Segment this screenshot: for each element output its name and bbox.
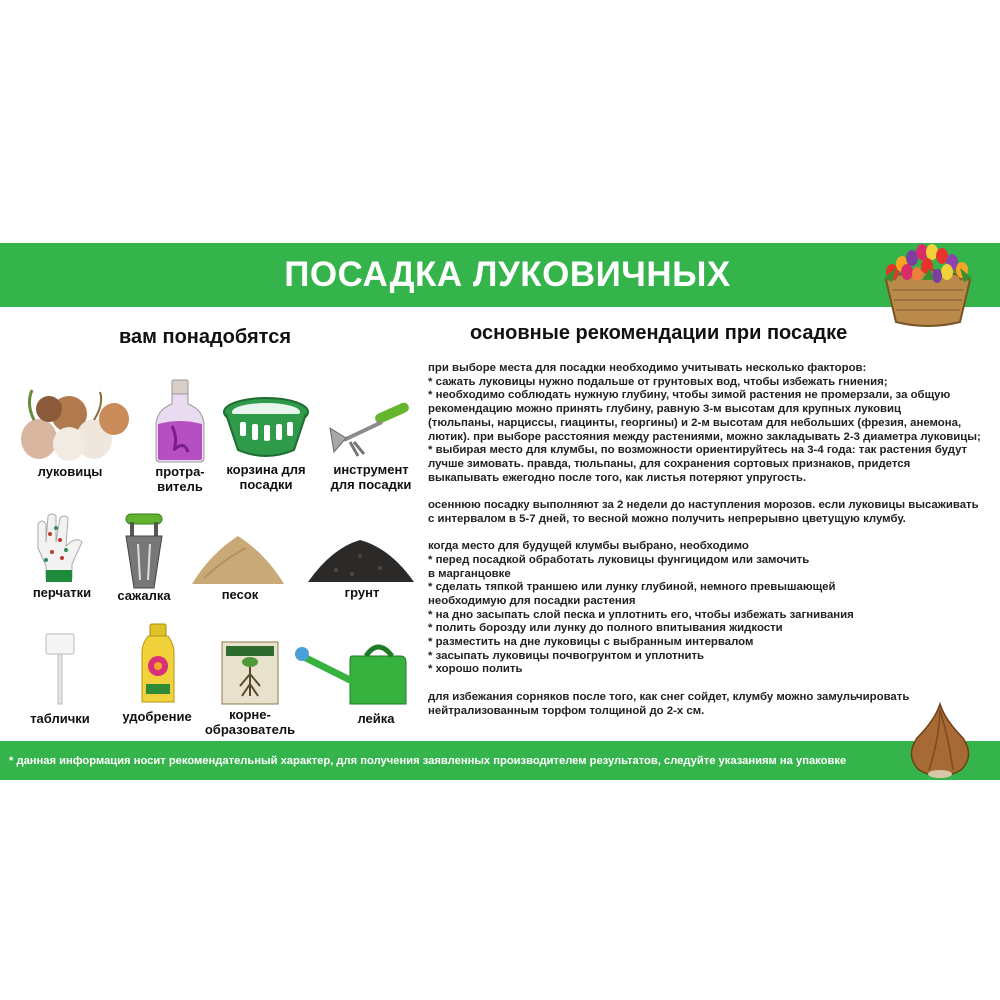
fertilizer-bottle-icon bbox=[138, 622, 178, 706]
recommendations-heading: основные рекомендации при посадке bbox=[470, 322, 848, 344]
tulip-basket-icon bbox=[872, 222, 984, 328]
item-label-planting-tool: инструмент для посадки bbox=[330, 462, 412, 492]
item-label-gloves: перчатки bbox=[32, 585, 92, 600]
item-label-disinfectant: протра- витель bbox=[155, 464, 205, 494]
item-label-soil: грунт bbox=[344, 585, 380, 600]
plant-tag-icon bbox=[40, 632, 80, 706]
page-title: ПОСАДКА ЛУКОВИЧНЫХ bbox=[284, 255, 731, 294]
disinfectant-bottle-icon bbox=[152, 378, 208, 464]
planting-basket-icon bbox=[220, 394, 312, 464]
item-label-watering-can: лейка bbox=[357, 711, 395, 726]
bulb-planter-icon bbox=[118, 512, 170, 592]
required-items-heading: вам понадобятся bbox=[118, 326, 291, 348]
item-label-bulbs: луковицы bbox=[37, 464, 103, 479]
bulbs-icon bbox=[14, 384, 134, 464]
item-label-sand: песок bbox=[221, 587, 259, 602]
watering-can-icon bbox=[292, 636, 412, 708]
item-label-root-stimulator: корне- образователь bbox=[204, 707, 296, 737]
sand-pile-icon bbox=[190, 528, 286, 586]
item-label-plant-tags: таблички bbox=[30, 711, 90, 726]
item-label-planting-basket: корзина для посадки bbox=[226, 462, 306, 492]
hoe-tool-icon bbox=[324, 402, 414, 460]
item-label-fertilizer: удобрение bbox=[122, 709, 192, 724]
item-label-bulb-planter: сажалка bbox=[117, 588, 171, 603]
root-stimulator-pack-icon bbox=[220, 640, 280, 706]
recommendations-text: при выборе места для посадки необходимо учитывать несколько факторов: * сажать луковицы нужно подальше от грунтовых вод, чтобы избежать гниения; * необходимо соблюдать нужную глубину, чтобы зимой растения не промерзали, за общую рекомендацию можно принять глубину, равную 3-м высотам для крупных луковиц (тюльпаны, нарциссы, гиацинты, георгины) и 2-м высотам для небольших (фрезия, анемона, лютик). при выборе расстояния между растениями, можно закладывать 2-3 диаметра луковицы; * выбирая место для клумбы, по возможности ориентируйтесь на 3-4 года: так растения будут лучше зимовать. правда, тюльпаны, для сохранения сортовых признаков, придется выкапывать ежегодно после того, как листья потеряют упругость. осеннюю посадку выполняют за 2 недели до наступления морозов. если луковицы высаживать с интервалом в 5-7 дней, то весной можно получить непрерывно цветущую клумбу. когда место для будущей клумбы выбрано, необходимо * перед посадкой обработать луковицы фунгицидом или замочить в марганцовке * сделать тяпкой траншею или лунку глубиной, немного превышающей необходимую для посадки растения * на дно засыпать слой песка и уплотнить его, чтобы избежать загнивания * полить борозду или лунку до полного впитывания жидкости * разместить на дне луковицы с выбранным интервалом * засыпать луковицы почвогрунтом и уплотнить * хорошо полить для избежания сорняков после того, как снег сойдет, клумбу можно замульчировать нейтрализованным торфом толщиной до 2-х см. bbox=[428, 362, 981, 717]
soil-pile-icon bbox=[306, 534, 416, 584]
disclaimer-text: * данная информация носит рекомендательный характер, для получения заявленных производителем результатов, следуйте указаниям на упаковке bbox=[9, 755, 847, 767]
tulip-bulb-icon bbox=[905, 700, 975, 780]
gloves-icon bbox=[32, 512, 94, 586]
